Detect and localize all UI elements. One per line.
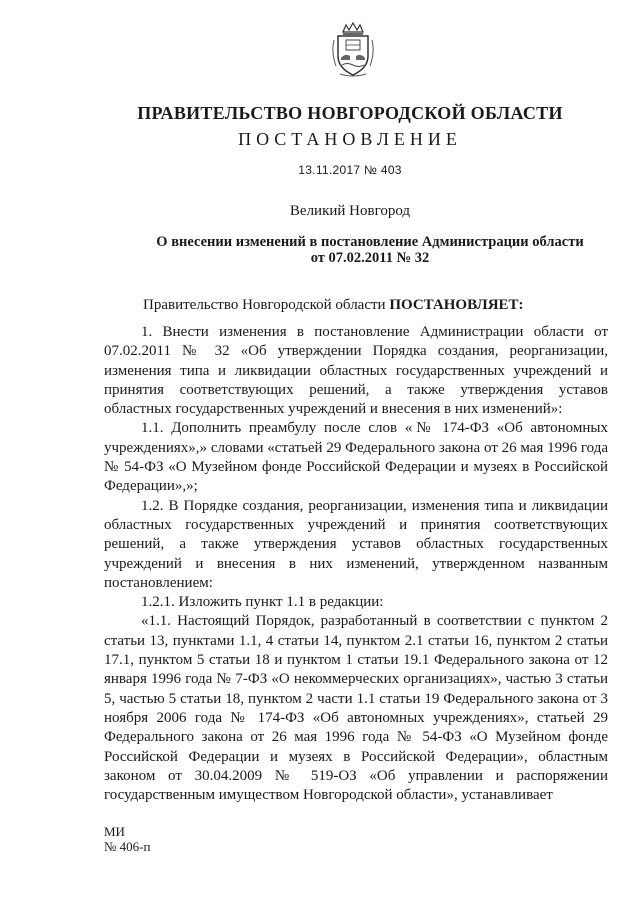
paragraph-1-2-1: 1.2.1. Изложить пункт 1.1 в редакции: — [141, 594, 384, 611]
document-subject — [120, 234, 620, 266]
paragraph-1-1: 1.1. Дополнить преамбулу после слов «№ 174-ФЗ «Об автономных учреждениях»,» словами «статьей 29 Федерального закона от 26 мая 1996 года № 54-ФЗ «О Музейном фонде Российской Федерации и музеях в Российской Федерации»,»; — [104, 420, 608, 495]
subject-line-2: от 07.02.2011 № 32 — [310, 250, 430, 266]
document-type: ПОСТАНОВЛЕНИЕ — [238, 129, 462, 149]
coat-of-arms-icon — [329, 22, 377, 78]
paragraph-1-2: 1.2. В Порядке создания, реорганизации, изменения типа и ликвидации областных государственных учреждений и принятия соответствующих решений, а также утверждения уставов областных государственных учреждений и внесения в них изменений, утвержденном названным постановлением: — [104, 497, 608, 591]
preamble — [143, 297, 524, 314]
footer-initials: МИ — [104, 824, 125, 839]
paragraph-1: 1. Внести изменения в постановление Администрации области от 07.02.2011 № 32 «Об утверждении Порядка создания, реорганизации, изменения типа и ликвидации областных государственных учреждений и принятия соответствующих решений, а также утверждения уставов областных государственных учреждений и внесения в них изменений»: — [104, 324, 608, 418]
footer-ref-number: № 406-п — [104, 839, 151, 854]
document-body — [104, 323, 608, 805]
subject-line-1: О внесении изменений в постановление Администрации области — [156, 234, 584, 250]
government-title: ПРАВИТЕЛЬСТВО НОВГОРОДСКОЙ ОБЛАСТИ — [137, 103, 563, 123]
preamble-text: Правительство Новгородской области — [143, 297, 390, 313]
paragraph-quoted-1-1: «1.1. Настоящий Порядок, разработанный в соответствии с пунктом 2 статьи 13, пунктами 1.1, 4 статьи 14, пунктом 2.1 статьи 16, пунктом 2 статьи 17.1, пунктом 5 статьи 18 и пунктом 1 статьи 19.1 Федерального закона от 12 января 1996 года № 7-ФЗ «О некоммерческих организациях», частью 3 статьи 5, частью 5 статьи 18, пунктом 2 части 1.1 статьи 19 Федерального закона от 3 ноября 2006 года № 174-ФЗ «Об автономных учреждениях», статьей 29 Федерального закона от 26 мая 1996 года № 54-ФЗ «О Музейном фонде Российской Федерации и музеях в Российской Федерации», областным законом от 30.04.2009 № 519-ОЗ «Об управлении и распоряжении государственным имуществом Новгородской области», устанавливает — [104, 613, 608, 804]
city: Великий Новгород — [289, 203, 411, 219]
date-and-number: 13.11.2017 № 403 — [298, 163, 402, 177]
footer — [104, 824, 150, 854]
preamble-emphasis: ПОСТАНОВЛЯЕТ: — [389, 297, 524, 313]
